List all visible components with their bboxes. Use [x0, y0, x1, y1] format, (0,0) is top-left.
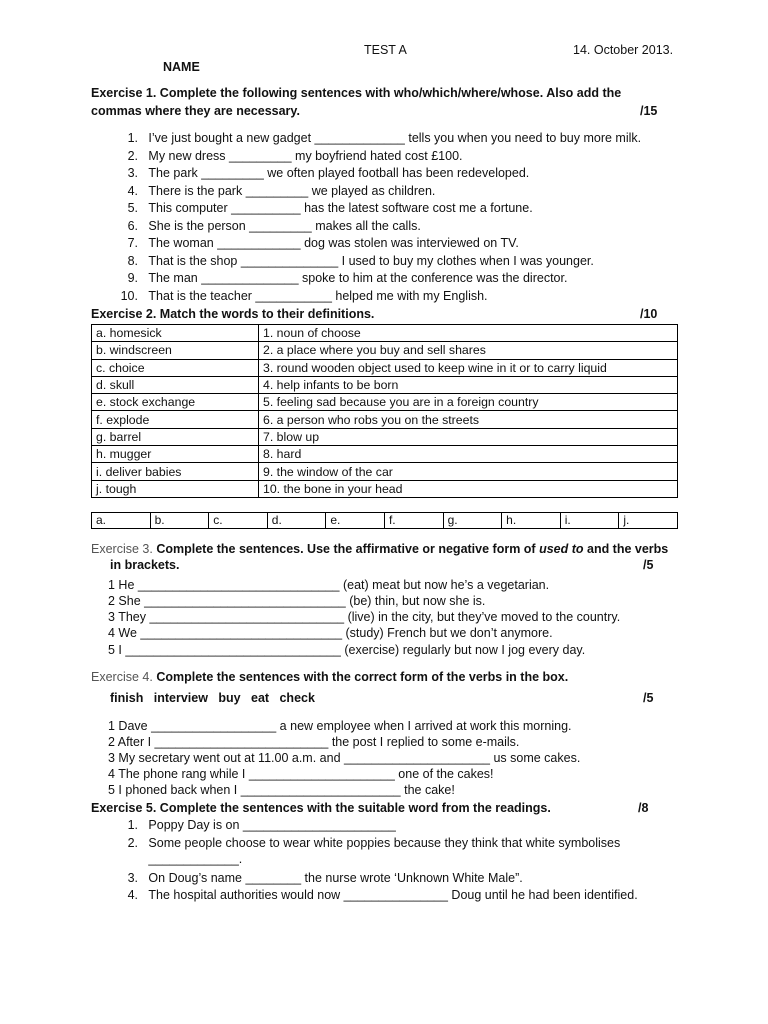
list-item: 4 The phone rang while I _____________________ one of the cakes!	[108, 767, 494, 781]
list-item: 8. That is the shop ______________ I used to buy my clothes when I was younger.	[127, 253, 594, 268]
table-row	[92, 513, 678, 529]
table-row	[92, 428, 678, 445]
list-item: 1. Poppy Day is on ______________________	[127, 818, 396, 832]
word-cell: a. homesick	[92, 325, 259, 342]
definition-cell: 3. round wooden object used to keep wine in it or to carry liquid	[259, 359, 678, 376]
list-item: 5 I phoned back when I _______________________ the cake!	[108, 783, 455, 797]
list-item: 4. The hospital authorities would now _______________ Doug until he had been identified.	[127, 888, 638, 902]
answer-cell[interactable]: b.	[150, 513, 209, 529]
list-item: 7. The woman ____________ dog was stolen was interviewed on TV.	[127, 236, 519, 250]
definition-cell: 7. blow up	[259, 428, 678, 445]
word-cell: b. windscreen	[92, 342, 259, 359]
list-item: 2. My new dress _________ my boyfriend hated cost £100.	[127, 148, 463, 163]
ex2-title: Exercise 2. Match the words to their definitions.	[91, 307, 375, 321]
list-item: 4. There is the park _________ we played as children.	[127, 183, 436, 198]
ex3-title: Exercise 3. Complete the sentences. Use the affirmative or negative form of used to and the verbs	[91, 542, 669, 556]
table-row	[92, 411, 678, 428]
answer-cell[interactable]: e.	[326, 513, 385, 529]
test-date: 14. October 2013.	[573, 43, 674, 57]
ex4-score: /5	[643, 691, 654, 705]
answer-grid	[91, 512, 678, 529]
list-item: 5. This computer __________ has the latest software cost me a fortune.	[127, 201, 533, 215]
ex2-score: /10	[640, 307, 658, 321]
definition-cell: 8. hard	[259, 446, 678, 463]
word-cell: f. explode	[92, 411, 259, 428]
ex4-title: Exercise 4. Complete the sentences with the correct form of the verbs in the box.	[91, 670, 569, 684]
answer-cell[interactable]: c.	[209, 513, 268, 529]
word-cell: i. deliver babies	[92, 463, 259, 480]
list-item: 3 My secretary went out at 11.00 a.m. and _____________________ us some cakes.	[108, 751, 581, 765]
ex4-verb-box: finish interview buy eat check	[110, 691, 315, 705]
list-item: 9. The man ______________ spoke to him at the conference was the director.	[127, 271, 568, 285]
answer-cell[interactable]: h.	[502, 513, 561, 529]
table-row	[92, 463, 678, 480]
answer-cell[interactable]: f.	[384, 513, 443, 529]
definition-cell: 9. the window of the car	[259, 463, 678, 480]
ex1-title-line2: commas where they are necessary.	[91, 104, 300, 118]
answer-cell[interactable]: j.	[619, 513, 678, 529]
list-item: 1 He _____________________________ (eat) meat but now he’s a vegetarian.	[108, 578, 550, 592]
table-row	[92, 325, 678, 342]
list-item: 2. Some people choose to wear white poppies because they think that white symbolises	[127, 836, 621, 850]
list-item: 4 We _____________________________ (study) French but we don’t anymore.	[108, 626, 553, 640]
definition-cell: 6. a person who robs you on the streets	[259, 411, 678, 428]
list-item: 2 After I _________________________ the post I replied to some e-mails.	[108, 735, 520, 749]
ex5-score: /8	[638, 801, 649, 815]
word-cell: e. stock exchange	[92, 394, 259, 411]
match-table	[91, 324, 678, 498]
answer-cell[interactable]: i.	[560, 513, 619, 529]
list-item: 1 Dave __________________ a new employee when I arrived at work this morning.	[108, 719, 572, 733]
answer-cell[interactable]: g.	[443, 513, 502, 529]
test-title: TEST A	[364, 43, 407, 57]
list-item: 2 She _____________________________ (be) thin, but now she is.	[108, 594, 486, 608]
table-row	[92, 394, 678, 411]
word-cell: d. skull	[92, 376, 259, 393]
list-item: 5 I _______________________________ (exercise) regularly but now I jog every day.	[108, 643, 586, 657]
ex3-title-line2: in brackets.	[110, 558, 180, 572]
list-item: _____________.	[148, 852, 243, 866]
ex5-title: Exercise 5. Complete the sentences with the suitable word from the readings.	[91, 801, 551, 815]
list-item: 10. That is the teacher ___________ helped me with my English.	[120, 288, 488, 303]
definition-cell: 10. the bone in your head	[259, 480, 678, 497]
definition-cell: 2. a place where you buy and sell shares	[259, 342, 678, 359]
name-label: NAME	[163, 60, 200, 74]
table-row	[92, 376, 678, 393]
word-cell: h. mugger	[92, 446, 259, 463]
word-cell: j. tough	[92, 480, 259, 497]
definition-cell: 5. feeling sad because you are in a foreign country	[259, 394, 678, 411]
list-item: 3. On Doug’s name ________ the nurse wrote ‘Unknown White Male”.	[127, 871, 523, 885]
ex1-score: /15	[640, 104, 658, 118]
list-item: 3 They ____________________________ (live) in the city, but they’ve moved to the country.	[108, 610, 621, 624]
list-item: 6. She is the person _________ makes all the calls.	[127, 218, 421, 233]
definition-cell: 1. noun of choose	[259, 325, 678, 342]
table-row	[92, 480, 678, 497]
table-row	[92, 446, 678, 463]
word-cell: c. choice	[92, 359, 259, 376]
ex1-title-line1: Exercise 1. Complete the following sentences with who/which/where/whose. Also add the	[91, 86, 622, 100]
list-item: 3. The park _________ we often played football has been redeveloped.	[127, 166, 530, 180]
list-item: 1. I’ve just bought a new gadget _____________ tells you when you need to buy more milk.	[127, 131, 642, 145]
answer-cell[interactable]: d.	[267, 513, 326, 529]
ex3-score: /5	[643, 558, 654, 572]
table-row	[92, 359, 678, 376]
definition-cell: 4. help infants to be born	[259, 376, 678, 393]
table-row	[92, 342, 678, 359]
answer-cell[interactable]: a.	[92, 513, 151, 529]
word-cell: g. barrel	[92, 428, 259, 445]
